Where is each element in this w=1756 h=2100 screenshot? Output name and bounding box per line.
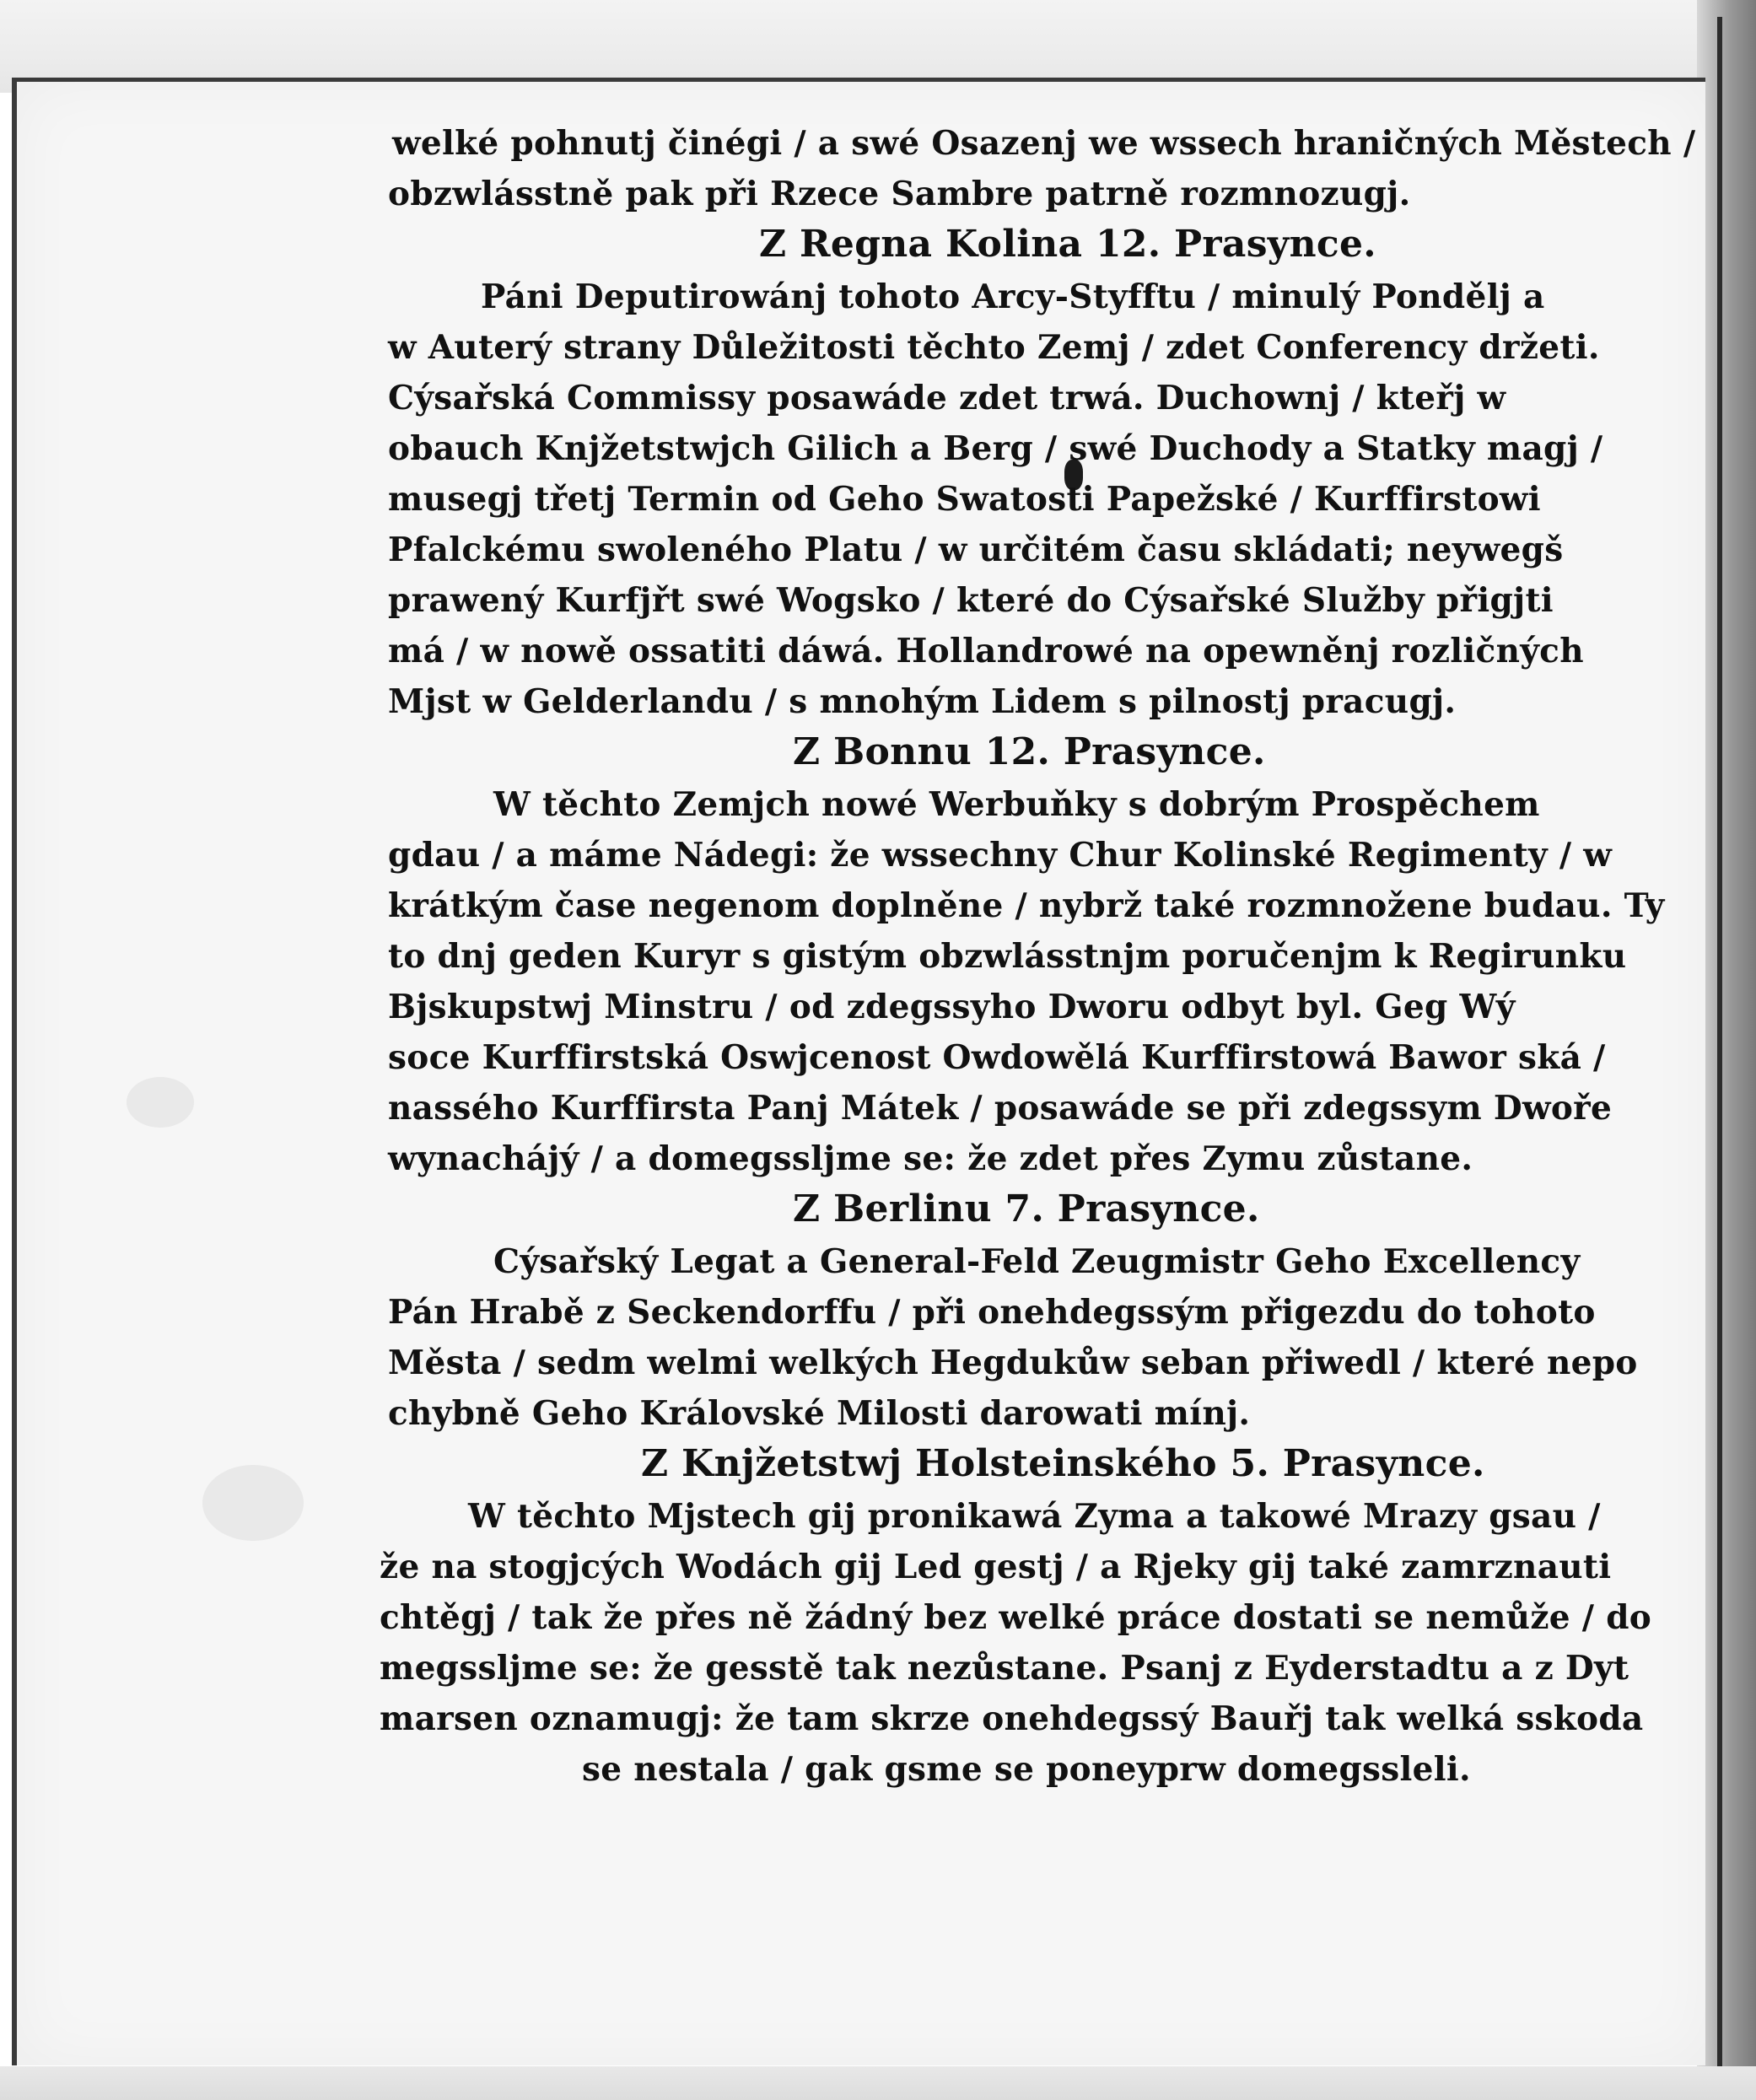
text-line: W těchto Mjstech gij pronikawá Zyma a takowé Mrazy gsau / <box>468 1497 1601 1536</box>
text-line: welké pohnutj činégi / a swé Osazenj we wssech hraničných Městech / <box>392 124 1696 163</box>
text-line: obzwlásstně pak při Rzece Sambre patrně rozmnozugj. <box>388 175 1411 213</box>
text-line: musegj třetj Termin od Geho Swatosti Papežské / Kurffirstowi <box>388 480 1541 519</box>
page-edge-line <box>1717 17 1722 2100</box>
text-line: marsen oznamugj: že tam skrze onehdegssý Bauřj tak welká sskoda <box>380 1699 1644 1738</box>
text-line: to dnj geden Kuryr s gistým obzwlásstnjm poručenjm k Regirunku <box>388 937 1627 976</box>
text-line: wynachájý / a domegsslјme se: že zdet přes Zymu zůstane. <box>388 1139 1473 1178</box>
text-line: chybně Geho Královské Milosti darowati mínj. <box>388 1394 1251 1433</box>
text-line: nassého Kurffirsta Panj Mátek / posawáde se při zdegssym Dwoře <box>388 1089 1613 1128</box>
text-line: w Auterý strany Důležitosti těchto Zemj / zdet Conferency držeti. <box>388 328 1600 367</box>
text-line: má / w nowě ossatiti dáwá. Hollandrowé na opewněnj rozličných <box>388 632 1584 670</box>
text-line: megssljme se: že gesstě tak nezůstane. Psanj z Eyderstadtu a z Dyt <box>380 1649 1629 1688</box>
text-line: Pán Hrabě z Seckendorffu / při onehdegssým přigezdu do tohoto <box>388 1293 1596 1332</box>
text-line: Města / sedm welmi welkých Hegdukůw seban přiwedl / které nepo <box>388 1343 1638 1382</box>
scanner-edge-bottom <box>0 2066 1756 2100</box>
text-line: Pfalckému swoleného Platu / w určitém času skládati; neywegš <box>388 530 1564 569</box>
text-line: W těchto Zemjch nowé Werbuňky s dobrým Prospěchem <box>493 785 1540 824</box>
text-line: prawený Kurfjřt swé Wogsko / které do Cýsařské Služby přigjti <box>388 581 1554 620</box>
text-line: Mjst w Gelderlandu / s mnohým Lidem s pilnostj pracugj. <box>388 682 1457 721</box>
dateline-heading: Z Knjžetstwj Holsteinského 5. Prasynce. <box>641 1442 1485 1485</box>
text-line: soce Kurffirstská Oswjcenost Owdowělá Kurffirstowá Bawor ská / <box>388 1038 1606 1077</box>
text-line: Bjskupstwj Minstru / od zdegssyho Dworu odbyt byl. Geg Wý <box>388 988 1516 1026</box>
dateline-heading: Z Berlinu 7. Prasynce. <box>793 1187 1260 1230</box>
text-line: Páni Deputirowánj tohoto Arcy-Styfftu / minulý Pondělj a <box>481 277 1545 316</box>
text-line: se nestala / gak gsme se poneyprw domegssleli. <box>582 1750 1471 1789</box>
text-line: obauch Knjžetstwjch Gilich a Berg / swé Duchody a Statky magj / <box>388 429 1603 468</box>
text-line: Cýsařský Legat a General-Feld Zeugmistr Geho Excellency <box>493 1242 1581 1281</box>
text-line: Cýsařská Commissy posawáde zdet trwá. Duchownj / kteřj w <box>388 379 1506 417</box>
dateline-heading: Z Bonnu 12. Prasynce. <box>793 730 1266 773</box>
text-line: krátkým čase negenom doplněne / nybrž také rozmnožene budau. Ty <box>388 886 1665 925</box>
scanner-edge-right <box>1697 0 1756 2100</box>
dateline-heading: Z Regna Kolina 12. Prasynce. <box>759 223 1376 266</box>
text-line: gdau / a máme Nádegi: že wssechny Chur Kolinské Regimenty / w <box>388 836 1613 875</box>
article-text <box>371 118 1696 1795</box>
text-line: chtěgj / tak že přes ně žádný bez welké práce dostati se nemůže / do <box>380 1598 1652 1637</box>
paper-stain <box>127 1077 194 1128</box>
paper-stain <box>202 1465 304 1541</box>
text-line: že na stogjcých Wodách gij Led gestj / a Rjeky gij také zamrznauti <box>380 1548 1612 1586</box>
